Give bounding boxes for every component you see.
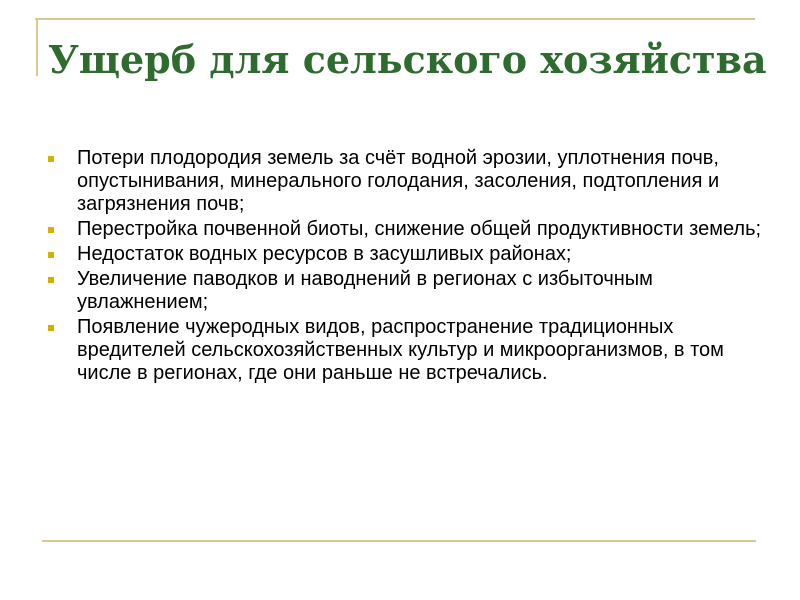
bullet-text: Появление чужеродных видов, распространение традиционных вредителей сельскохозяйственных культур и микроорганизмов, в том числе в регионах, где они раньше не встречались. (77, 316, 724, 384)
bullet-item (48, 218, 768, 241)
bullet-text: Увеличение паводков и наводнений в регионах с избыточным увлажнением; (77, 268, 653, 313)
bullet-item (48, 243, 768, 266)
top-rule (35, 18, 755, 20)
bullet-item (48, 147, 768, 216)
bullet-text: Потери плодородия земель за счёт водной эрозии, уплотнения почв, опустынивания, минерального голодания, засоления, подтопления и загрязнения почв; (77, 147, 720, 215)
square-bullet-icon (48, 227, 54, 233)
bullet-text: Перестройка почвенной биоты, снижение общей продуктивности земель; (77, 218, 762, 240)
slide-title: Ущерб для сельского хозяйства (48, 37, 767, 82)
bullet-item (48, 316, 768, 385)
square-bullet-icon (48, 325, 54, 331)
bullet-list (48, 147, 768, 387)
square-bullet-icon (48, 252, 54, 258)
square-bullet-icon (48, 156, 54, 162)
bullet-item (48, 268, 768, 314)
bottom-rule (42, 540, 756, 542)
left-rule (36, 18, 38, 76)
bullet-text: Недостаток водных ресурсов в засушливых районах; (77, 243, 572, 265)
square-bullet-icon (48, 277, 54, 283)
